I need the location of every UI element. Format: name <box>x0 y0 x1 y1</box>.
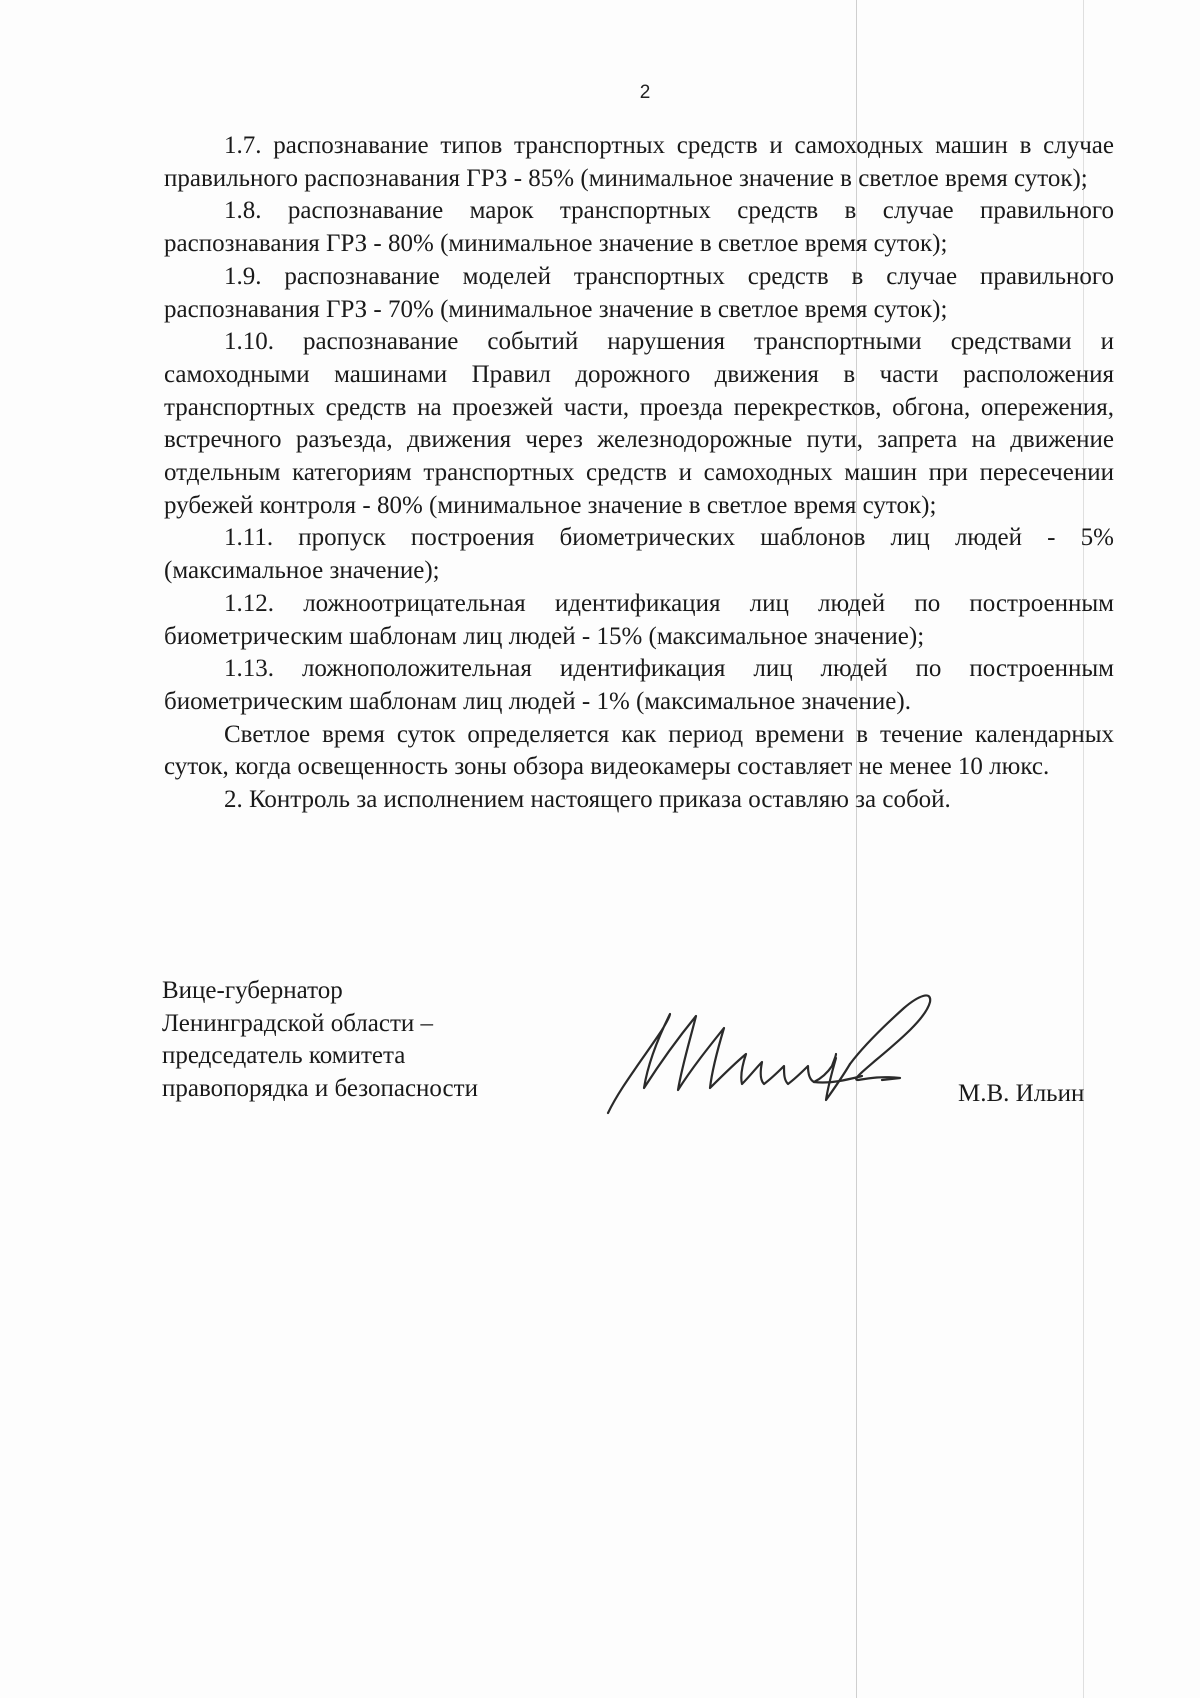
paragraph-1-13: 1.13. ложноположительная идентификация лиц людей по построенным биометрическим шаблонам лиц людей - 1% (максимальное значение). <box>164 655 1114 715</box>
paragraph-daylight-definition: Светлое время суток определяется как период времени в течение календарных суток, когда освещенность зоны обзора видеокамеры составляет не менее 10 люкс. <box>164 720 1114 781</box>
paragraph-1-12: 1.12. ложноотрицательная идентификация лиц людей по построенным биометрическим шаблонам лиц людей - 15% (максимальное значение); <box>164 589 1114 650</box>
document-body <box>164 130 1114 817</box>
signatory-title-line: Ленинградской области – <box>162 1009 434 1037</box>
signatory-title <box>162 975 478 1105</box>
signatory-title-line: председатель комитета <box>162 1042 406 1069</box>
signatory-name: М.В. Ильин <box>958 1080 1085 1107</box>
page-number: 2 <box>639 82 651 103</box>
signatory-title-line: правопорядка и безопасности <box>162 1074 478 1102</box>
paragraph-1-8: 1.8. распознавание марок транспортных средств в случае правильного распознавания ГРЗ - 80% (минимальное значение в светлое время суток); <box>164 197 1114 258</box>
paragraph-1-9: 1.9. распознавание моделей транспортных средств в случае правильного распознавания ГРЗ - 70% (минимальное значение в светлое время суток); <box>164 262 1114 323</box>
paragraph-1-10: 1.10. распознавание событий нарушения транспортными средствами и самоходными машинами Правил дорожного движения в части расположения транспортных средств на проезжей части, проезда перекрестков, обгона, опережения, встречного разъезда, движения через железнодорожные пути, запрета на движение отдельным категориям транспортных средств и самоходных машин при пересечении рубежей контроля - 80% (минимальное значение в светлое время суток); <box>164 328 1114 519</box>
paragraph-2-control: 2. Контроль за исполнением настоящего приказа оставляю за собой. <box>224 786 951 814</box>
paragraph-1-7: 1.7. распознавание типов транспортных средств и самоходных машин в случае правильного распознавания ГРЗ - 85% (минимальное значение в светлое время суток); <box>164 132 1114 192</box>
handwritten-signature <box>600 968 940 1118</box>
paragraph-1-11: 1.11. пропуск построения биометрических шаблонов лиц людей - 5% (максимальное значение); <box>164 524 1114 585</box>
signatory-title-line: Вице-губернатор <box>162 977 343 1004</box>
